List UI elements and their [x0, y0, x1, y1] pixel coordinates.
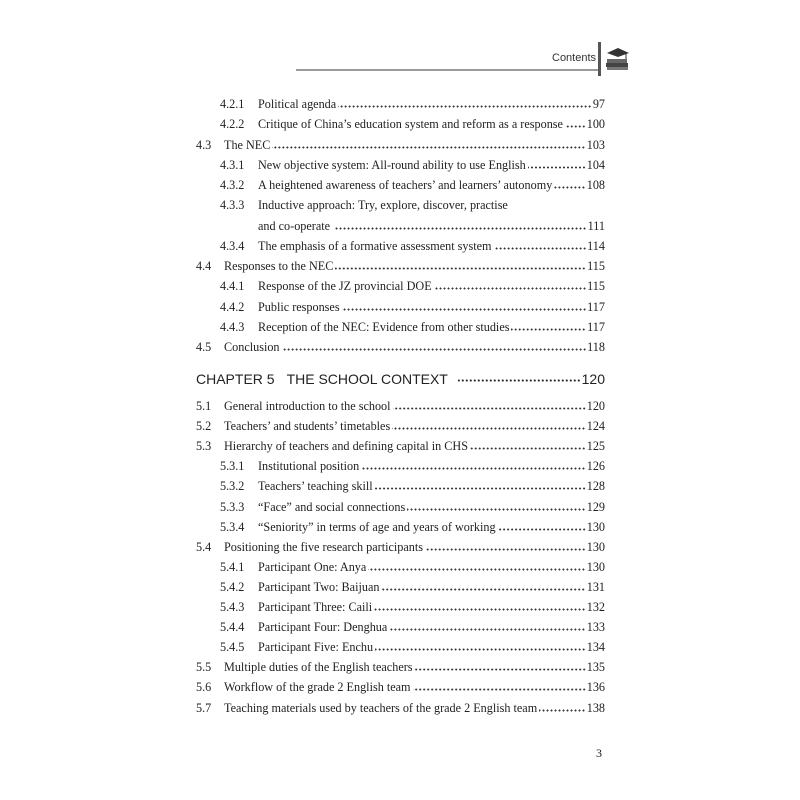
- entry-title: Institutional position: [258, 459, 360, 474]
- toc-entry[interactable]: [220, 517, 605, 535]
- entry-title: A heightened awareness of teachers’ and learners’ autonomy: [258, 178, 553, 192]
- toc-entry[interactable]: [220, 617, 605, 635]
- toc-entry[interactable]: [220, 557, 605, 575]
- entry-number: 5.4.5: [220, 640, 245, 655]
- dot-leader: [458, 379, 581, 382]
- entry-number: 4.3.1: [220, 157, 245, 172]
- entry-page: 130: [586, 539, 605, 554]
- toc-entry[interactable]: [196, 698, 605, 716]
- toc-entry[interactable]: [220, 155, 605, 173]
- entry-number: 5.1: [196, 399, 212, 413]
- entry-title: Teachers’ teaching skill: [258, 479, 373, 494]
- book-stack-icon: [604, 44, 630, 72]
- toc-entry[interactable]: [196, 436, 605, 454]
- chapter-page: 120: [581, 371, 605, 387]
- dot-leader: [415, 668, 586, 671]
- dot-leader: [342, 308, 587, 311]
- entry-page: 114: [587, 238, 605, 253]
- toc-entry[interactable]: [220, 456, 605, 474]
- entry-number: 5.4.4: [220, 620, 245, 635]
- dot-leader: [282, 348, 587, 351]
- toc-entry[interactable]: [220, 236, 605, 254]
- running-header-title: Contents: [552, 52, 597, 64]
- entry-number: 4.2.2: [220, 117, 245, 132]
- toc-entry[interactable]: [220, 216, 605, 234]
- entry-page: 128: [586, 479, 605, 494]
- chapter-heading[interactable]: [196, 367, 605, 387]
- entry-page: 131: [586, 579, 605, 594]
- entry-page: 124: [586, 419, 605, 434]
- entry-page: 130: [586, 559, 605, 574]
- entry-title: The emphasis of a formative assessment system: [258, 238, 492, 253]
- entry-number: 4.3.2: [220, 178, 245, 192]
- entry-page: 136: [586, 680, 605, 695]
- entry-page: 138: [586, 700, 605, 715]
- entry-page: 111: [587, 218, 605, 233]
- entry-number: 5.3.4: [220, 519, 245, 534]
- dot-leader: [425, 548, 586, 551]
- dot-leader: [338, 105, 592, 108]
- toc-entry[interactable]: [220, 497, 605, 515]
- entry-number: 4.2.1: [220, 97, 245, 111]
- dot-leader: [389, 628, 585, 631]
- entry-title: The NEC: [224, 137, 271, 152]
- entry-number: 4.3: [196, 137, 212, 152]
- entry-page: 115: [587, 259, 605, 273]
- entry-title: “Face” and social connections: [258, 499, 406, 514]
- toc-entry[interactable]: [220, 175, 605, 193]
- entry-page: 104: [586, 157, 605, 172]
- entry-title: and co-operate: [258, 218, 331, 233]
- entry-title: Positioning the five research participants: [224, 539, 424, 554]
- entry-page: 117: [587, 299, 605, 314]
- dot-leader: [554, 186, 585, 189]
- entry-page: 126: [586, 459, 605, 474]
- toc-entry[interactable]: [220, 476, 605, 494]
- dot-leader: [470, 447, 586, 450]
- entry-page: 132: [586, 600, 605, 614]
- entry-page: 117: [587, 319, 605, 334]
- dot-leader: [375, 648, 586, 651]
- toc-entry[interactable]: [220, 94, 605, 112]
- toc-entry[interactable]: [196, 537, 605, 555]
- entry-title: Public responses: [258, 299, 340, 314]
- dot-leader: [494, 247, 587, 250]
- toc-entry[interactable]: [196, 657, 605, 675]
- header-rule: [296, 69, 598, 71]
- entry-number: 5.4.2: [220, 579, 245, 594]
- toc-entry[interactable]: [220, 637, 605, 655]
- entry-title: Participant Four: Denghua: [258, 620, 388, 635]
- entry-title: Responses to the NEC: [224, 259, 334, 273]
- entry-page: 135: [586, 660, 605, 675]
- entry-title: New objective system: All-round ability to use English: [258, 157, 526, 172]
- toc-entry[interactable]: [220, 297, 605, 315]
- toc-entry[interactable]: [220, 276, 605, 294]
- entry-page: 134: [586, 640, 605, 655]
- entry-page: 133: [586, 620, 605, 635]
- page-number: 3: [596, 746, 602, 760]
- entry-title: Multiple duties of the English teachers: [224, 660, 413, 675]
- entry-number: 5.4: [196, 539, 212, 554]
- chapter-title: THE SCHOOL CONTEXT: [286, 371, 448, 387]
- entry-title: Critique of China’s education system and reform as a response: [258, 117, 563, 132]
- entry-number: 4.5: [196, 340, 212, 354]
- toc-entry[interactable]: [220, 114, 605, 132]
- dot-leader: [434, 287, 587, 290]
- dot-leader: [272, 146, 585, 149]
- entry-number: 5.2: [196, 419, 212, 434]
- toc-entry[interactable]: [196, 396, 605, 414]
- entry-page: 125: [586, 439, 605, 454]
- dot-leader: [565, 125, 586, 128]
- dot-leader: [511, 328, 586, 331]
- entry-page: 100: [586, 117, 605, 132]
- entry-title: Teaching materials used by teachers of the grade 2 English team: [224, 700, 538, 715]
- entry-title: Reception of the NEC: Evidence from other studies: [258, 319, 510, 334]
- entry-page: 103: [586, 137, 605, 152]
- entry-title: Response of the JZ provincial DOE: [258, 279, 432, 294]
- dot-leader: [361, 467, 585, 470]
- entry-page: 97: [592, 97, 605, 111]
- entry-title: Inductive approach: Try, explore, discover, practise: [258, 198, 508, 213]
- toc-entry[interactable]: [196, 256, 605, 274]
- entry-title: Political agenda: [258, 97, 337, 111]
- entry-page: 108: [586, 178, 605, 192]
- dot-leader: [498, 528, 586, 531]
- toc-entry[interactable]: [196, 677, 605, 695]
- chapter-label: CHAPTER 5: [196, 371, 275, 387]
- entry-number: 4.4.1: [220, 279, 245, 294]
- dot-leader: [375, 487, 586, 490]
- entry-number: 5.7: [196, 700, 212, 715]
- entry-number: 4.3.4: [220, 238, 245, 253]
- toc-entry[interactable]: [220, 195, 605, 213]
- toc-entry[interactable]: [196, 337, 605, 355]
- dot-leader: [413, 688, 586, 691]
- entry-number: 5.4.1: [220, 559, 245, 574]
- entry-title: Participant Five: Enchu: [258, 640, 374, 655]
- entry-number: 5.5: [196, 660, 212, 675]
- entry-title: Hierarchy of teachers and defining capital in CHS: [224, 439, 468, 454]
- dot-leader: [381, 588, 585, 591]
- entry-page: 120: [586, 399, 605, 413]
- dot-leader: [528, 166, 586, 169]
- toc-entry[interactable]: [196, 135, 605, 153]
- entry-number: 4.4: [196, 259, 212, 273]
- dot-leader: [407, 508, 586, 511]
- entry-title: General introduction to the school: [224, 399, 391, 413]
- entry-title: Teachers’ and students’ timetables: [224, 419, 391, 434]
- entry-title: Participant Two: Baijuan: [258, 579, 380, 594]
- dot-leader: [335, 267, 586, 270]
- entry-page: 118: [587, 340, 605, 354]
- toc-entry[interactable]: [220, 597, 605, 615]
- entry-number: 4.4.2: [220, 299, 245, 314]
- entry-title: Participant Three: Caili: [258, 600, 373, 614]
- toc-entry[interactable]: [220, 317, 605, 335]
- toc-entry[interactable]: [220, 577, 605, 595]
- entry-page: 129: [586, 499, 605, 514]
- entry-title: Conclusion: [224, 340, 280, 354]
- entry-number: 4.3.3: [220, 198, 245, 213]
- entry-title: “Seniority” in terms of age and years of working: [258, 519, 496, 534]
- dot-leader: [393, 407, 586, 410]
- entry-number: 5.4.3: [220, 600, 245, 614]
- dot-leader: [392, 427, 586, 430]
- entry-number: 5.3.3: [220, 499, 245, 514]
- entry-title: Workflow of the grade 2 English team: [224, 680, 411, 695]
- entry-number: 5.3: [196, 439, 212, 454]
- header-divider: [598, 42, 601, 76]
- dot-leader: [374, 608, 586, 611]
- dot-leader: [334, 227, 587, 230]
- entry-number: 5.3.1: [220, 459, 245, 474]
- entry-number: 4.4.3: [220, 319, 245, 334]
- entry-page: 115: [587, 279, 605, 294]
- dot-leader: [368, 568, 585, 571]
- dot-leader: [539, 709, 586, 712]
- entry-title: Participant One: Anya: [258, 559, 367, 574]
- toc-entry[interactable]: [196, 416, 605, 434]
- entry-number: 5.6: [196, 680, 212, 695]
- entry-page: 130: [586, 519, 605, 534]
- entry-number: 5.3.2: [220, 479, 245, 494]
